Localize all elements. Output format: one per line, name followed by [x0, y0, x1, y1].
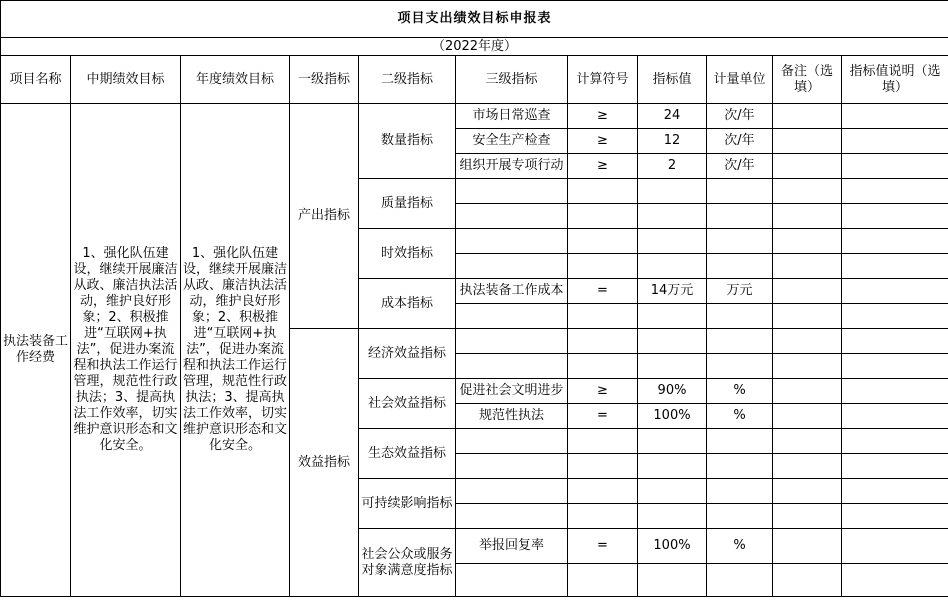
empty-cell[interactable] [707, 229, 773, 254]
empty-cell[interactable] [638, 564, 707, 597]
empty-cell[interactable] [842, 254, 948, 279]
header-midterm-goal: 中期绩效目标 [71, 56, 181, 104]
empty-cell[interactable] [456, 564, 568, 597]
row-2-value-desc[interactable] [842, 129, 948, 154]
empty-cell[interactable] [707, 304, 773, 329]
row-3-symbol: ≥ [568, 154, 638, 179]
level1-output: 产出指标 [290, 104, 359, 329]
empty-cell[interactable] [568, 479, 638, 504]
project-name: 执法装备工作经费 [1, 104, 71, 597]
empty-cell[interactable] [638, 254, 707, 279]
empty-cell[interactable] [842, 454, 948, 479]
row-5-symbol: ≥ [568, 379, 638, 404]
row-6-remark[interactable] [773, 404, 842, 429]
row-7-indicator: 举报回复率 [456, 529, 568, 564]
row-4-unit: 万元 [707, 279, 773, 304]
empty-cell[interactable] [773, 204, 842, 229]
row-6-indicator: 规范性执法 [456, 404, 568, 429]
row-3-unit: 次/年 [707, 154, 773, 179]
row-1-value-desc[interactable] [842, 104, 948, 129]
empty-cell[interactable] [638, 304, 707, 329]
row-1-indicator: 市场日常巡查 [456, 104, 568, 129]
level2-sustainable: 可持续影响指标 [359, 479, 456, 529]
row-3-indicator: 组织开展专项行动 [456, 154, 568, 179]
empty-cell[interactable] [568, 304, 638, 329]
empty-cell[interactable] [456, 254, 568, 279]
row-6-unit: % [707, 404, 773, 429]
empty-cell[interactable] [568, 454, 638, 479]
empty-cell[interactable] [638, 354, 707, 379]
row-4-value-desc[interactable] [842, 279, 948, 304]
empty-cell[interactable] [456, 329, 568, 354]
empty-cell[interactable] [773, 479, 842, 504]
empty-cell[interactable] [456, 429, 568, 454]
empty-cell[interactable] [638, 179, 707, 204]
row-5-indicator: 促进社会文明进步 [456, 379, 568, 404]
empty-cell[interactable] [707, 479, 773, 504]
empty-cell[interactable] [568, 204, 638, 229]
header-level3: 三级指标 [456, 56, 568, 104]
row-7-symbol: = [568, 529, 638, 564]
header-value-desc: 指标值说明（选填） [842, 56, 948, 104]
row-7-value-desc[interactable] [842, 529, 948, 564]
empty-cell[interactable] [842, 564, 948, 597]
row-7-value: 100% [638, 529, 707, 564]
row-2-unit: 次/年 [707, 129, 773, 154]
row-6-symbol: = [568, 404, 638, 429]
row-2-value: 12 [638, 129, 707, 154]
header-level2: 二级指标 [359, 56, 456, 104]
empty-cell[interactable] [773, 254, 842, 279]
empty-cell[interactable] [773, 564, 842, 597]
empty-cell[interactable] [773, 229, 842, 254]
empty-cell[interactable] [456, 204, 568, 229]
empty-cell[interactable] [638, 229, 707, 254]
row-5-value: 90% [638, 379, 707, 404]
row-1-unit: 次/年 [707, 104, 773, 129]
row-5-remark[interactable] [773, 379, 842, 404]
empty-cell[interactable] [568, 354, 638, 379]
level2-cost: 成本指标 [359, 279, 456, 329]
row-3-value-desc[interactable] [842, 154, 948, 179]
empty-cell[interactable] [456, 479, 568, 504]
empty-cell[interactable] [773, 354, 842, 379]
empty-cell[interactable] [568, 504, 638, 529]
row-4-symbol: = [568, 279, 638, 304]
empty-cell[interactable] [842, 329, 948, 354]
empty-cell[interactable] [842, 204, 948, 229]
row-6-value-desc[interactable] [842, 404, 948, 429]
row-3-value: 2 [638, 154, 707, 179]
empty-cell[interactable] [638, 504, 707, 529]
empty-cell[interactable] [568, 564, 638, 597]
empty-cell[interactable] [842, 229, 948, 254]
level2-quantity: 数量指标 [359, 104, 456, 179]
empty-cell[interactable] [773, 179, 842, 204]
empty-cell[interactable] [842, 179, 948, 204]
level2-economic: 经济效益指标 [359, 329, 456, 379]
row-4-indicator: 执法装备工作成本 [456, 279, 568, 304]
row-4-remark[interactable] [773, 279, 842, 304]
level2-timeliness: 时效指标 [359, 229, 456, 279]
empty-cell[interactable] [707, 254, 773, 279]
empty-cell[interactable] [773, 429, 842, 454]
empty-cell[interactable] [842, 354, 948, 379]
empty-cell[interactable] [842, 304, 948, 329]
empty-cell[interactable] [456, 504, 568, 529]
empty-cell[interactable] [773, 454, 842, 479]
empty-cell[interactable] [707, 329, 773, 354]
empty-cell[interactable] [842, 479, 948, 504]
empty-cell[interactable] [638, 204, 707, 229]
row-2-remark[interactable] [773, 129, 842, 154]
empty-cell[interactable] [707, 454, 773, 479]
row-7-remark[interactable] [773, 529, 842, 564]
row-1-value: 24 [638, 104, 707, 129]
empty-cell[interactable] [707, 504, 773, 529]
empty-cell[interactable] [842, 504, 948, 529]
row-1-symbol: ≥ [568, 104, 638, 129]
empty-cell[interactable] [456, 229, 568, 254]
level2-social: 社会效益指标 [359, 379, 456, 429]
midterm-goal-text: 1、强化队伍建设，继续开展廉洁从政、廉洁执法活动，维护良好形象；2、积极推进“互联网+执法”，促进办案流程和执法工作运行管理，规范性行政执法；3、提高执法工作效率，切实维护意识形态和文化安全。 [71, 104, 181, 597]
form-title: 项目支出绩效目标申报表 [1, 1, 948, 38]
level1-benefit: 效益指标 [290, 329, 359, 597]
empty-cell[interactable] [707, 429, 773, 454]
row-5-unit: % [707, 379, 773, 404]
annual-goal-text: 1、强化队伍建设，继续开展廉洁从政、廉洁执法活动，维护良好形象；2、积极推进“互联网+执法”，促进办案流程和执法工作运行管理，规范性行政执法；3、提高执法工作效率，切实维护意识形态和文化安全。 [181, 104, 290, 597]
header-project-name: 项目名称 [1, 56, 71, 104]
row-3-remark[interactable] [773, 154, 842, 179]
empty-cell[interactable] [773, 329, 842, 354]
level2-ecological: 生态效益指标 [359, 429, 456, 479]
empty-cell[interactable] [707, 354, 773, 379]
level2-quality: 质量指标 [359, 179, 456, 229]
row-2-indicator: 安全生产检查 [456, 129, 568, 154]
empty-cell[interactable] [568, 429, 638, 454]
empty-cell[interactable] [568, 179, 638, 204]
row-7-unit: % [707, 529, 773, 564]
header-calc-symbol: 计算符号 [568, 56, 638, 104]
empty-cell[interactable] [456, 304, 568, 329]
header-remark: 备注（选填） [773, 56, 842, 104]
row-4-value: 14万元 [638, 279, 707, 304]
empty-cell[interactable] [842, 429, 948, 454]
empty-cell[interactable] [638, 454, 707, 479]
row-6-value: 100% [638, 404, 707, 429]
form-year: （2022年度） [1, 38, 948, 56]
row-5-value-desc[interactable] [842, 379, 948, 404]
empty-cell[interactable] [456, 454, 568, 479]
empty-cell[interactable] [773, 304, 842, 329]
empty-cell[interactable] [707, 179, 773, 204]
empty-cell[interactable] [773, 504, 842, 529]
row-1-remark[interactable] [773, 104, 842, 129]
empty-cell[interactable] [568, 329, 638, 354]
header-unit: 计量单位 [707, 56, 773, 104]
header-annual-goal: 年度绩效目标 [181, 56, 290, 104]
empty-cell[interactable] [456, 354, 568, 379]
empty-cell[interactable] [638, 479, 707, 504]
empty-cell[interactable] [568, 229, 638, 254]
row-2-symbol: ≥ [568, 129, 638, 154]
empty-cell[interactable] [568, 254, 638, 279]
header-level1: 一级指标 [290, 56, 359, 104]
level2-satisfaction: 社会公众或服务对象满意度指标 [359, 529, 456, 597]
header-indicator-value: 指标值 [638, 56, 707, 104]
empty-cell[interactable] [638, 429, 707, 454]
empty-cell[interactable] [707, 204, 773, 229]
empty-cell[interactable] [707, 564, 773, 597]
empty-cell[interactable] [638, 329, 707, 354]
empty-cell[interactable] [456, 179, 568, 204]
